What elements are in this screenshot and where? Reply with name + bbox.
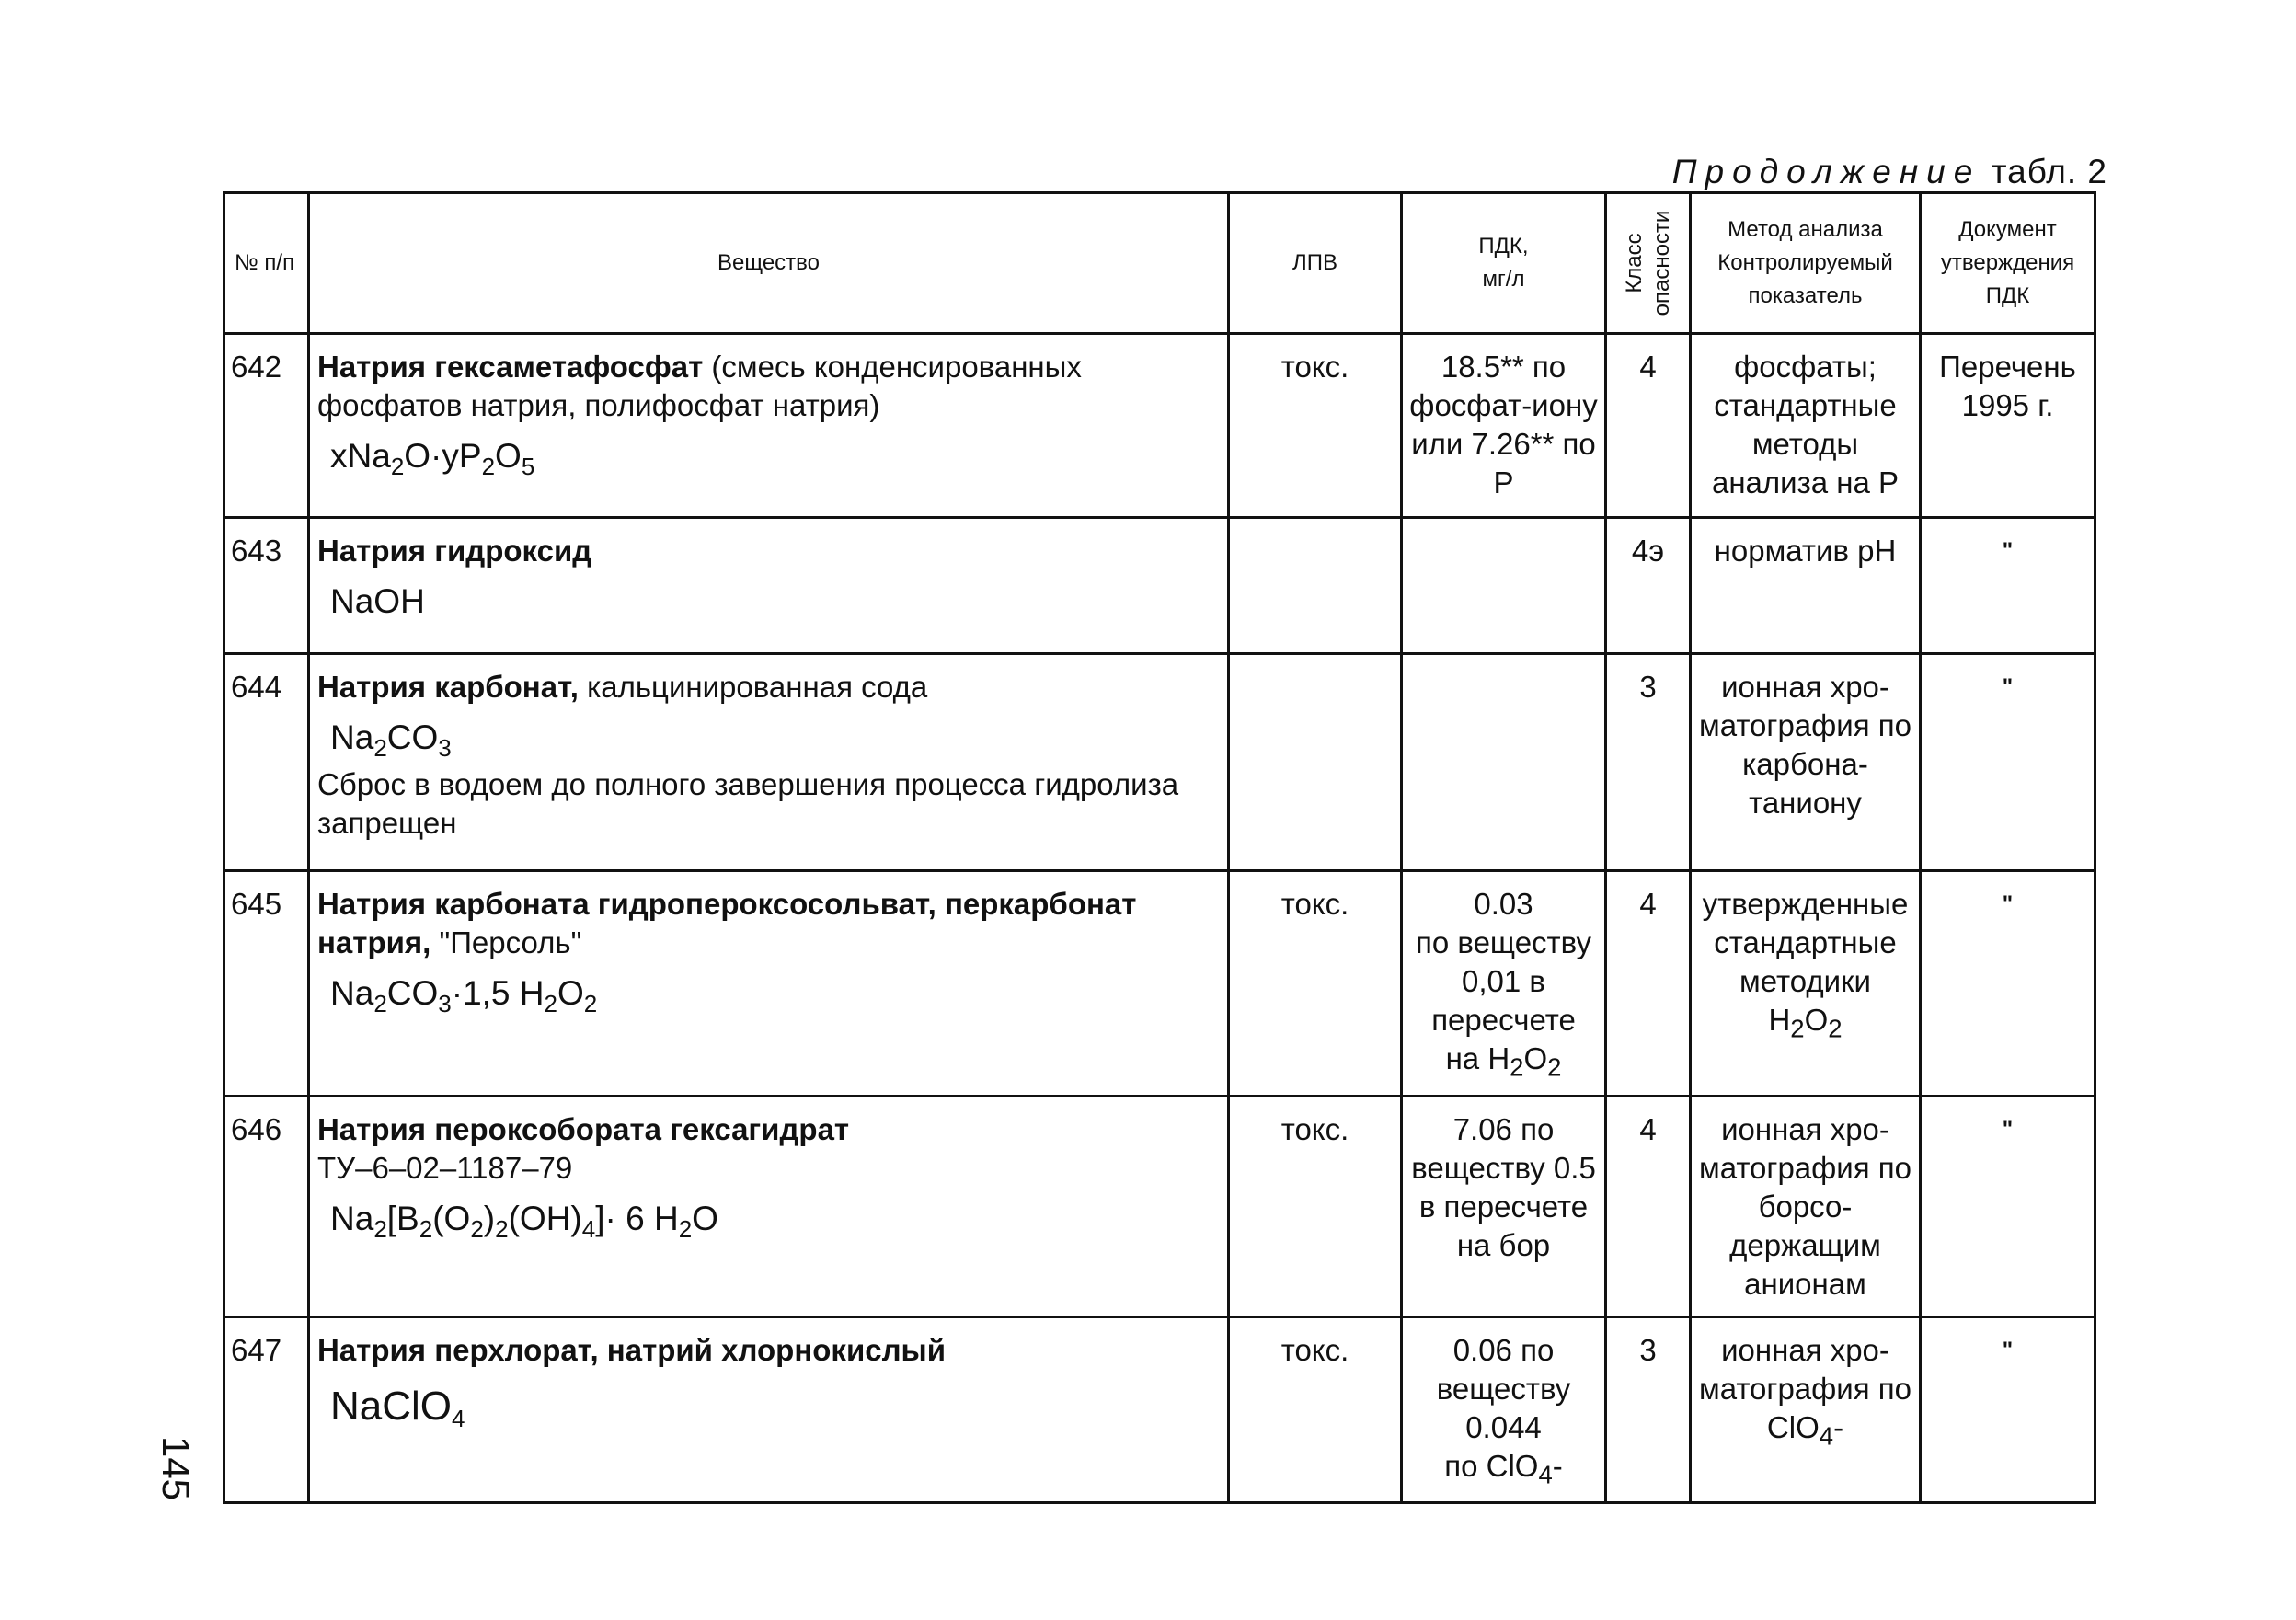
row-lpv: токс. [1229, 871, 1402, 1097]
substance-formula: NaOH [330, 582, 425, 620]
row-method: фосфаты; стандартные методы анализа на P [1691, 334, 1921, 518]
table-caption [1672, 153, 2107, 191]
header-method [1691, 193, 1921, 334]
row-doc: Перечень 1995 г. [1921, 334, 2095, 518]
row-num: 645 [224, 871, 309, 1097]
table-row [224, 334, 2095, 518]
row-lpv: токс. [1229, 1096, 1402, 1316]
row-substance [309, 1096, 1229, 1316]
substance-formula: $Na_2[B_2(O_2)_2(OH)_4]\cdot 6$ $H_2O$ [330, 1199, 718, 1243]
substance-name: Натрия гексаметафосфат [317, 350, 704, 384]
row-pdk: 0.03 по веществу 0,01 в пересчете на $H_2O_2$ [1402, 871, 1606, 1097]
row-substance [309, 1316, 1229, 1503]
substances-table [223, 191, 2096, 1504]
row-substance [309, 654, 1229, 871]
table-row [224, 518, 2095, 654]
header-doc [1921, 193, 2095, 334]
row-lpv [1229, 518, 1402, 654]
substance-name-rest: "Персоль" [430, 925, 582, 959]
header-num: № п/п [224, 193, 309, 334]
header-pdk [1402, 193, 1606, 334]
row-num: 642 [224, 334, 309, 518]
substance-name: Натрия гидроксид [317, 534, 592, 568]
header-method-line2: Контролируемый [1717, 250, 1893, 275]
header-substance: Вещество [309, 193, 1229, 334]
row-num: 644 [224, 654, 309, 871]
row-method: ионная хро-матография по борсо-держащим анионам [1691, 1096, 1921, 1316]
row-num: 646 [224, 1096, 309, 1316]
header-class [1606, 193, 1691, 334]
row-lpv: токс. [1229, 1316, 1402, 1503]
row-method: утвержденные стандартные методики $H_2O_2$ [1691, 871, 1921, 1097]
header-pdk-line2: мг/л [1482, 267, 1525, 292]
page-number: 145 [155, 1435, 199, 1501]
row-pdk: 7.06 по веществу 0.5 в пересчете на бор [1402, 1096, 1606, 1316]
table-row [224, 871, 2095, 1097]
header-method-line1: Метод анализа [1728, 217, 1883, 242]
header-lpv: ЛПВ [1229, 193, 1402, 334]
substance-name: Натрия карбоната гидропероксосольват, перкарбонат натрия, [317, 887, 1137, 959]
row-doc: " [1921, 518, 2095, 654]
row-pdk [1402, 518, 1606, 654]
row-method: ионная хро-матография по ClO$_4$- [1691, 1316, 1921, 1503]
caption-table-ref: табл. 2 [1991, 153, 2107, 190]
row-substance [309, 518, 1229, 654]
header-method-line3: показатель [1748, 283, 1863, 308]
table-row [224, 1316, 2095, 1503]
substance-formula: NaClO$_4$ [330, 1383, 465, 1432]
row-substance [309, 334, 1229, 518]
row-class: 4 [1606, 334, 1691, 518]
row-lpv: токс. [1229, 334, 1402, 518]
row-doc: " [1921, 1096, 2095, 1316]
row-doc: " [1921, 654, 2095, 871]
caption-word: Продолжение [1671, 153, 1981, 190]
row-method: ионная хро-матография по карбона-таниону [1691, 654, 1921, 871]
page-number-wrap [153, 1431, 199, 1505]
substance-name: Натрия перхлорат, натрий хлорнокислый [317, 1332, 947, 1367]
table-row [224, 654, 2095, 871]
row-class: 4 [1606, 1096, 1691, 1316]
row-pdk [1402, 654, 1606, 871]
substance-name-rest: (смесь конденсированных фосфатов натрия, полифосфат натрия) [317, 350, 1082, 422]
substance-formula: $Na_2CO_3$ [330, 718, 452, 762]
row-class: 4э [1606, 518, 1691, 654]
row-class: 4 [1606, 871, 1691, 1097]
row-doc: " [1921, 871, 2095, 1097]
table-row [224, 1096, 2095, 1316]
row-class: 3 [1606, 654, 1691, 871]
row-pdk: 18.5** по фосфат-иону или 7.26** по P [1402, 334, 1606, 518]
row-num: 647 [224, 1316, 309, 1503]
substance-name-rest: кальцинированная сода [578, 670, 928, 704]
header-pdk-line1: ПДК, [1478, 234, 1529, 259]
substance-note: Сброс в водоем до полного завершения процесса гидролиза запрещен [317, 767, 1179, 840]
row-num: 643 [224, 518, 309, 654]
substance-spec: ТУ–6–02–1187–79 [317, 1150, 573, 1185]
header-class-line2: опасности [1648, 210, 1674, 316]
header-class-line1: Класс [1621, 233, 1647, 293]
header-doc-line3: ПДК [1985, 283, 2030, 308]
row-method: норматив pH [1691, 518, 1921, 654]
substance-name: Натрия карбонат, [317, 670, 579, 704]
table-header-row [224, 193, 2095, 334]
row-lpv [1229, 654, 1402, 871]
substance-name: Натрия пероксобората гексагидрат [317, 1111, 850, 1146]
substance-formula: $Na_2CO_3\cdot 1,5$ $H_2O_2$ [330, 974, 598, 1017]
row-substance [309, 871, 1229, 1097]
header-doc-line2: утверждения [1940, 250, 2075, 275]
header-doc-line1: Документ [1958, 217, 2057, 242]
row-doc: " [1921, 1316, 2095, 1503]
row-class: 3 [1606, 1316, 1691, 1503]
row-pdk: 0.06 по веществу 0.044 по ClO$_4$- [1402, 1316, 1606, 1503]
substance-formula: $xNa_2O\cdot yP_2O_5$ [330, 437, 535, 480]
